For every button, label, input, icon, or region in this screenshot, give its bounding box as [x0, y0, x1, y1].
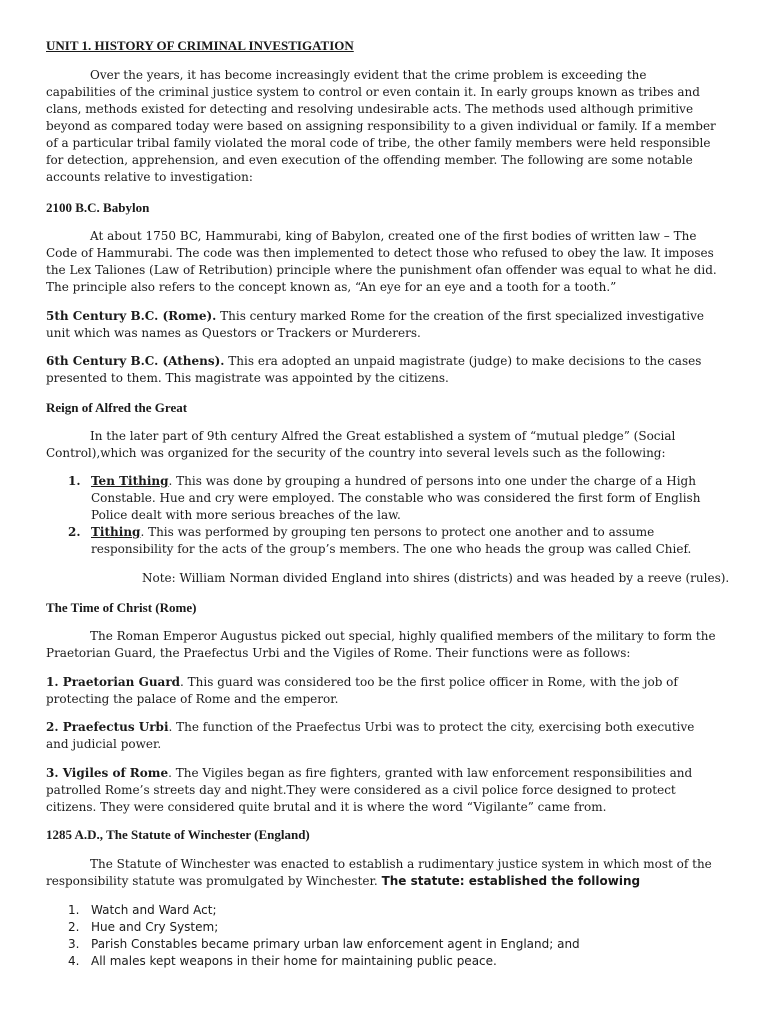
praetorian-guard-text: . This guard was considered too be the first police officer in Rome, with the job of protecting the palace of Rome and the emperor.: [46, 675, 678, 706]
list-item-number: 2.: [68, 920, 80, 934]
winchester-paragraph: [46, 856, 718, 890]
list-item-text: . This was performed by grouping ten persons to protect one another and to assume responsibility for the acts of the group’s members. The one who heads the group was called Chief.: [91, 525, 692, 556]
babylon-heading: 2100 B.C. Babylon: [46, 200, 150, 215]
list-item: [46, 473, 706, 524]
list-item: [46, 953, 706, 970]
rome-5th-century-text: This century marked Rome for the creation of the first specialized investigative unit which was names as Questors or Trackers or Murderers.: [46, 309, 704, 340]
list-item-number: 3.: [68, 937, 80, 951]
winchester-list: [46, 902, 706, 970]
list-item-text: Hue and Cry System;: [91, 920, 219, 934]
list-item-number: 2.: [68, 525, 81, 539]
list-item-text: All males kept weapons in their home for maintaining public peace.: [91, 954, 497, 968]
william-norman-note: Note: William Norman divided England into shires (districts) and was headed by a reeve (rules).: [142, 571, 730, 585]
list-item: [46, 919, 706, 936]
babylon-paragraph: At about 1750 BC, Hammurabi, king of Babylon, created one of the first bodies of written law – The Code of Hammurabi. The code was then implemented to detect those who refused to obey the law. It imposes the Lex Taliones (Law of Retribution) principle where the punishment ofan offender was equal to what he did. The principle also refers to the concept known as, “An eye for an eye and a tooth for a tooth.”: [46, 229, 717, 294]
intro-paragraph: Over the years, it has become increasingly evident that the crime problem is exceeding the capabilities of the criminal justice system to control or even contain it. In early groups known as tribes and clans, methods existed for detecting and resolving undesirable acts. The methods used although primitive beyond as compared today were based on assigning responsibility to a given individual or family. If a member of a particular tribal family violated the moral code of tribe, the other family members were held responsible for detection, apprehension, and even execution of the offending member. The following are some notable accounts relative to investigation:: [46, 68, 716, 184]
alfred-heading: Reign of Alfred the Great: [46, 400, 188, 415]
vigiles-of-rome-lead: 3. Vigiles of Rome: [46, 766, 169, 780]
list-item: [46, 902, 706, 919]
praetorian-guard-lead: 1. Praetorian Guard: [46, 675, 181, 689]
alfred-tithing-list: [46, 473, 706, 558]
vigiles-of-rome-paragraph: [46, 765, 718, 816]
list-item-number: 1.: [68, 474, 81, 488]
vigiles-of-rome-text: . The Vigiles began as fire fighters, granted with law enforcement responsibilities and patrolled Rome’s streets day and night.They were considered as a civil police force designed to protect citizens. They were considered quite brutal and it is where the word “Vigilante” came from.: [46, 766, 693, 814]
rome-5th-century-paragraph: [46, 308, 718, 342]
list-item-number: 1.: [68, 903, 80, 917]
time-of-christ-paragraph: The Roman Emperor Augustus picked out special, highly qualified members of the military to form the Praetorian Guard, the Praefectus Urbi and the Vigiles of Rome. Their functions were as follows:: [46, 629, 716, 660]
time-of-christ-heading: The Time of Christ (Rome): [46, 600, 197, 615]
praefectus-urbi-text: . The function of the Praefectus Urbi was to protect the city, exercising both executive and judicial power.: [46, 720, 695, 751]
winchester-heading: 1285 A.D., The Statute of Winchester (England): [46, 827, 310, 842]
list-item-term: Tithing: [91, 525, 141, 539]
list-item: [46, 524, 706, 558]
list-item-text: Parish Constables became primary urban law enforcement agent in England; and: [91, 937, 580, 951]
document-title: UNIT 1. HISTORY OF CRIMINAL INVESTIGATION: [46, 38, 354, 53]
athens-6th-century-paragraph: [46, 353, 718, 387]
athens-6th-century-lead: 6th Century B.C. (Athens).: [46, 354, 225, 368]
list-item-text: Watch and Ward Act;: [91, 903, 217, 917]
list-item-number: 4.: [68, 954, 80, 968]
alfred-paragraph: In the later part of 9th century Alfred the Great established a system of “mutual pledge” (Social Control),which was organized for the security of the country into several levels such as the following:: [46, 429, 676, 460]
praefectus-urbi-paragraph: [46, 719, 718, 753]
winchester-bold-text: The statute: established the following: [381, 874, 641, 888]
athens-6th-century-text: This era adopted an unpaid magistrate (judge) to make decisions to the cases presented to them. This magistrate was appointed by the citizens.: [46, 354, 702, 385]
list-item: [46, 936, 706, 953]
praefectus-urbi-lead: 2. Praefectus Urbi: [46, 720, 169, 734]
winchester-text: The Statute of Winchester was enacted to establish a rudimentary justice system in which most of the responsibility statute was promulgated by Winchester.: [46, 857, 712, 888]
list-item-text: . This was done by grouping a hundred of persons into one under the charge of a High Constable. Hue and cry were employed. The constable who was considered the first form of English Police dealt with more serious breaches of the law.: [91, 474, 701, 522]
rome-5th-century-lead: 5th Century B.C. (Rome).: [46, 309, 217, 323]
praetorian-guard-paragraph: [46, 674, 718, 708]
list-item-term: Ten Tithing: [91, 474, 169, 488]
